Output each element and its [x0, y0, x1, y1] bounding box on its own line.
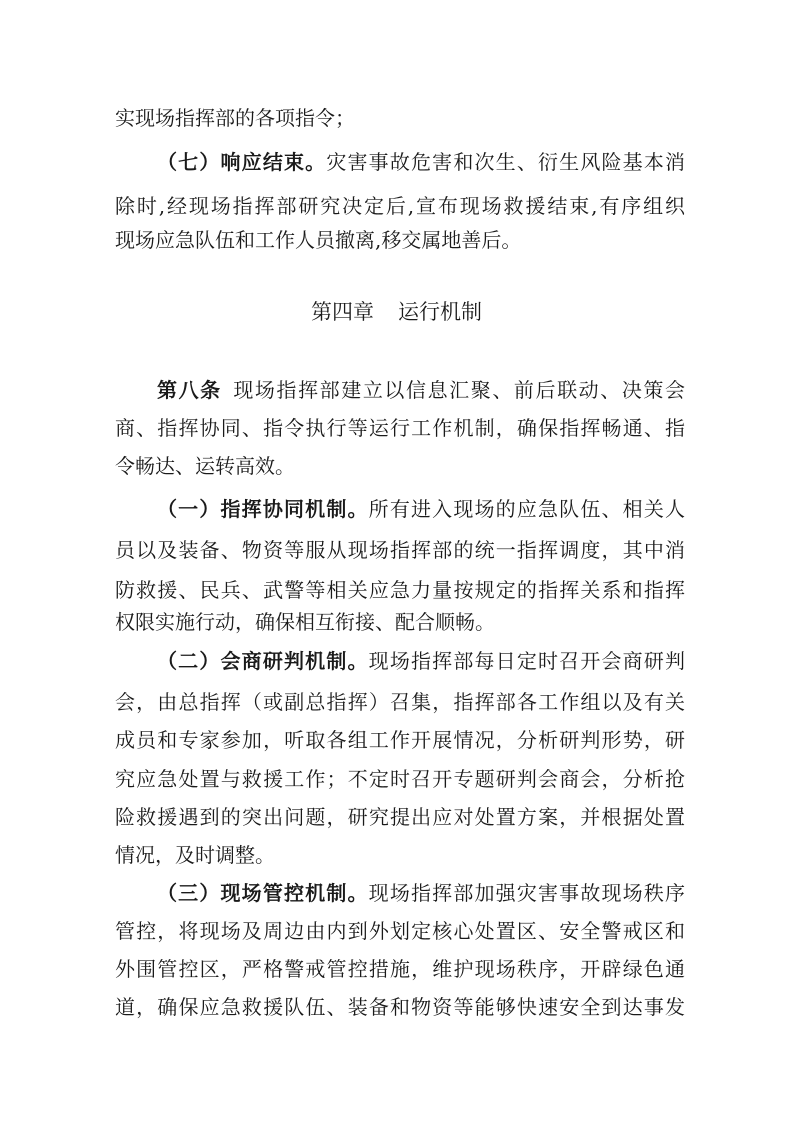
clause-heading: （二）会商研判机制。 [157, 649, 369, 673]
paragraph-line [157, 493, 685, 525]
paragraph-text: 灾害事故危害和次生、衍生风险基本消 [326, 150, 685, 174]
paragraph-text: 现场指挥部建立以信息汇聚、前后联动、决策会 [231, 378, 685, 402]
paragraph-line: 外围管控区，严格警戒管控措施，维护现场秩序，开辟绿色通 [115, 957, 685, 981]
paragraph-line: 道，确保应急救援队伍、装备和物资等能够快速安全到达事发 [115, 995, 685, 1019]
paragraph-line: 员以及装备、物资等服从现场指挥部的统一指挥调度，其中消 [115, 538, 685, 562]
clause-heading: （七）响应结束。 [157, 150, 327, 174]
paragraph-text: 现场指挥部加强灾害事故现场秩序 [368, 881, 685, 905]
paragraph-line [157, 374, 685, 406]
paragraph-line: 权限实施行动，确保相互衔接、配合顺畅。 [115, 610, 495, 634]
clause-heading: （三）现场管控机制。 [157, 881, 369, 905]
paragraph-line: 情况，及时调整。 [115, 843, 275, 867]
paragraph-line: 管控，将现场及周边由内到外划定核心处置区、安全警戒区和 [115, 919, 685, 943]
chapter-title: 运行机制 [398, 300, 482, 324]
paragraph-line [157, 146, 685, 178]
chapter-heading [0, 296, 793, 328]
paragraph-text: 现场指挥部每日定时召开会商研判 [368, 649, 685, 673]
paragraph-line: 实现场指挥部的各项指令； [115, 106, 355, 130]
paragraph-line: 成员和专家参加，听取各组工作开展情况，分析研判形势，研 [115, 728, 685, 752]
paragraph-text: 所有进入现场的应急队伍、相关人 [368, 497, 685, 521]
article-heading: 第八条 [157, 378, 222, 402]
paragraph-line [157, 877, 685, 909]
chapter-number: 第四章 [311, 300, 374, 324]
clause-heading: （一）指挥协同机制。 [157, 497, 369, 521]
paragraph-line: 防救援、民兵、武警等相关应急力量按规定的指挥关系和指挥 [115, 578, 685, 602]
paragraph-line: 会，由总指挥（或副总指挥）召集，指挥部各工作组以及有关 [115, 690, 685, 714]
paragraph-line: 究应急处置与救援工作；不定时召开专题研判会商会，分析抢 [115, 767, 685, 791]
paragraph-line: 除时,经现场指挥部研究决定后,宣布现场救援结束,有序组织 [115, 194, 685, 218]
paragraph-line [157, 645, 685, 677]
paragraph-line: 险救援遇到的突出问题，研究提出应对处置方案，并根据处置 [115, 805, 685, 829]
paragraph-line: 令畅达、运转高效。 [115, 454, 295, 478]
paragraph-line: 现场应急队伍和工作人员撤离,移交属地善后。 [115, 228, 522, 252]
paragraph-line: 商、指挥协同、指令执行等运行工作机制，确保指挥畅通、指 [115, 416, 685, 440]
